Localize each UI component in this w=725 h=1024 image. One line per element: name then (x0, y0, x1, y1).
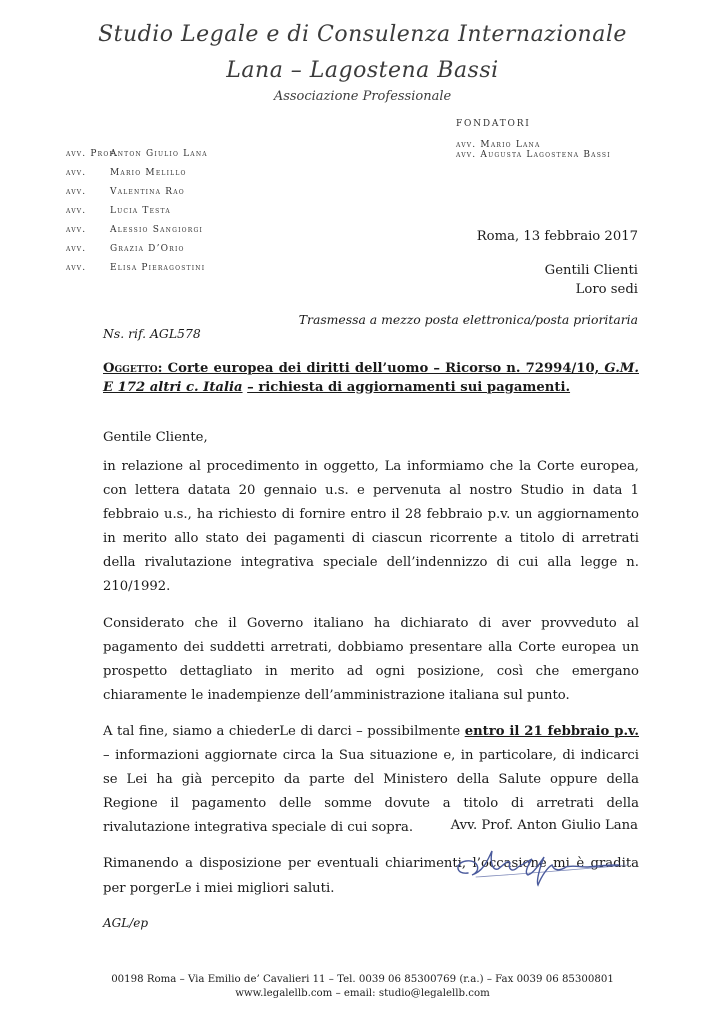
letter-date: Roma, 13 febbraio 2017 (476, 229, 638, 244)
founders-list (456, 141, 611, 160)
member-name: Mario Melillo (110, 168, 187, 178)
member-title: avv. Prof. (66, 149, 119, 159)
recipient-line1: Gentili Clienti (544, 263, 638, 278)
member-title: avv. (66, 187, 87, 197)
member-name: Alessio Sangiorgi (110, 225, 204, 235)
reference-number: Ns. rif. AGL578 (103, 326, 201, 341)
member-row (66, 255, 208, 274)
member-name: Grazia D’Orio (110, 244, 185, 254)
subject-label: Oggetto (103, 361, 158, 376)
transmission-note: Trasmessa a mezzo posta elettronica/posta prioritaria (298, 312, 638, 327)
footer-contacts: www.legalellb.com – email: studio@legalellb.com (235, 988, 490, 999)
subject-request: – richiesta di aggiornamenti sui pagamenti. (247, 379, 571, 395)
footer-address: 00198 Roma – Via Emilio de’ Cavalieri 11 – Tel. 0039 06 85300769 (r.a.) – Fax 0039 06 85300801 (111, 974, 614, 985)
paragraph-3-text: A tal fine, siamo a chiederLe di darci – possibilmente (103, 723, 465, 739)
member-name: Valentina Rao (110, 187, 185, 197)
recipient-line2: Loro sedi (575, 282, 638, 297)
paragraph-2-text: Considerato che il Governo italiano ha dichiarato di aver provveduto al pagamento dei suddetti arretrati, dobbiamo presentare alla Corte europea un prospetto dettagliato in merito ad ogni posizione, così che emergano chiaramente le inadempienze dell’amministrazione italiana sul punto. (103, 615, 639, 703)
member-row (66, 179, 208, 198)
author-initials: AGL/ep (103, 916, 149, 930)
member-row (66, 217, 208, 236)
member-row (66, 141, 208, 160)
member-name: Anton Giulio Lana (110, 149, 208, 159)
handwritten-signature (448, 845, 638, 895)
signature-name: Avv. Prof. Anton Giulio Lana (450, 818, 638, 833)
member-title: avv. (66, 244, 87, 254)
founders-heading: FONDATORI (456, 119, 531, 129)
paragraph-1-text: in relazione al procedimento in oggetto, La informiamo che la Corte europea, con lettera datata 20 gennaio u.s. e pervenuta al nostro Studio in data 1 febbraio u.s., ha richiesto di fornire entro il 28 febbraio p.v. un aggiornamento in merito allo stato dei pagamenti di ciascun ricorrente a titolo di arretrati della rivalutazione integrativa speciale dell’indennizzo di cui alla legge n. 210/1992. (103, 459, 639, 595)
member-title: avv. (66, 168, 87, 178)
letter-body (103, 455, 639, 901)
subject-case: G.M. E 172 altri c. Italia (103, 361, 639, 395)
member-title: avv. (66, 206, 87, 216)
letterhead-line2: Lana – Lagostena Bassi (226, 58, 499, 83)
member-row (66, 160, 208, 179)
member-row (66, 236, 208, 255)
paragraph-4-text: Rimanendo a disposizione per eventuali chiarimenti, l’occasione mi è gradita per porgerLe i miei migliori saluti. (103, 856, 639, 896)
paragraph-1 (103, 455, 639, 600)
deadline-highlight: entro il 21 febbraio p.v. (464, 723, 639, 739)
subject-block (103, 360, 639, 397)
letterhead-line3: Associazione Professionale (273, 89, 452, 104)
paragraph-2 (103, 612, 639, 708)
paragraph-3-text-cont: – informazioni aggiornate circa la Sua situazione e, in particolare, di indicarci se Lei ha già percepito da parte del Ministero della Salute oppure della Regione il pagamento delle somme dovute a titolo di arretrati della rivalutazione integrativa speciale di cui sopra. (103, 748, 639, 836)
member-name: Elisa Pieragostini (110, 263, 206, 273)
founder-name: avv. Mario Lana (456, 140, 541, 150)
salutation: Gentile Cliente, (103, 430, 208, 445)
member-title: avv. (66, 263, 87, 273)
member-name: Lucia Testa (110, 206, 171, 216)
member-title: avv. (66, 225, 87, 235)
subject-text: : Corte europea dei diritti dell’uomo – Ricorso n. 72994/10, (157, 361, 605, 376)
letterhead-line1: Studio Legale e di Consulenza Internazionale (98, 22, 627, 47)
founder-name: avv. Augusta Lagostena Bassi (456, 149, 611, 160)
members-list (66, 141, 208, 274)
member-row (66, 198, 208, 217)
